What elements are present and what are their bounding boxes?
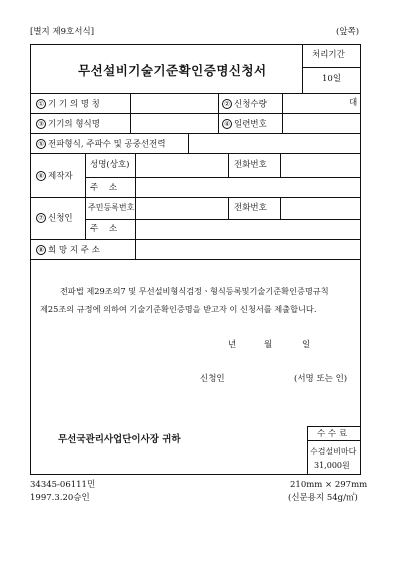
rule-3 [30, 133, 361, 134]
period-rule [302, 67, 361, 68]
num-5: ⑤ [36, 139, 46, 149]
statement-line-2: 제25조의 규정에 의하여 기술기준확인증명을 받고자 이 신청서를 제출합니다. [40, 304, 317, 314]
v-maker [85, 153, 86, 239]
field-emission-label: ⑤ 전파형식, 주파수 및 공중선전력 [36, 139, 166, 149]
form-number: [별지 제9호서식] [30, 27, 95, 37]
rule-7 [30, 259, 361, 260]
statement-line-1: 전파법 제29조의7 및 무선설비형식검정ㆍ형식등록및기술기준확인증명규칙 [60, 286, 329, 296]
addressee: 무선국관리사업단이사장 귀하 [58, 434, 181, 445]
maker-address-label: 주 소 [90, 183, 122, 193]
num-4: ④ [222, 119, 232, 129]
field-model-label: ③ 기기의 형식명 [36, 119, 100, 129]
fee-amount: 31,000원 [314, 461, 350, 470]
field-quantity-label: ② 신청수량 [222, 99, 267, 109]
field-device-name-label: ① 기 기 의 명 칭 [36, 99, 100, 109]
period-value: 10일 [322, 74, 342, 84]
quantity-unit: 대 [349, 98, 358, 108]
applicant-id-label: 주민등록번호 [88, 203, 135, 212]
v-phone2 [228, 197, 229, 219]
date-year: 년 [228, 340, 237, 350]
rule-5a [85, 177, 361, 178]
period-label: 처리기간 [312, 50, 345, 60]
date-day: 일 [302, 340, 311, 350]
field-serial-label: ④ 일련번호 [222, 119, 267, 129]
v-r12 [130, 93, 131, 133]
v-mid-r12 [218, 93, 219, 133]
applicant-phone-label: 전화번호 [234, 203, 267, 213]
num-2: ② [222, 99, 232, 109]
fee-rule [307, 440, 361, 441]
rule-4 [30, 153, 361, 154]
date-month: 월 [264, 340, 273, 350]
num-1: ① [36, 99, 46, 109]
form-code: 34345-06111민 [30, 480, 96, 490]
field-maker-label: ⑥ 제작자 [36, 171, 73, 181]
paper-type: (신문용지 54g/㎡) [288, 493, 358, 503]
fee-title: 수 수 료 [317, 429, 348, 439]
period-divider [302, 44, 303, 93]
v-phone1 [228, 153, 229, 177]
rule-2 [30, 113, 361, 114]
num-7: ⑦ [36, 213, 46, 223]
v-r12-right [282, 93, 283, 133]
rule-5 [30, 197, 361, 198]
page-side: (앞쪽) [336, 27, 360, 37]
num-8: ⑧ [36, 245, 46, 255]
fee-per: 수검설비마다 [310, 447, 357, 456]
applicant-sign-label: 신청인 [200, 374, 225, 384]
rule-6 [30, 239, 361, 240]
signature-note: (서명 또는 인) [294, 374, 348, 384]
num-3: ③ [36, 119, 46, 129]
applicant-address-label: 주 소 [90, 224, 122, 234]
field-applicant-label: ⑦ 신청인 [36, 213, 73, 223]
v-sub [135, 153, 136, 259]
v-phone1b [280, 153, 281, 177]
v-phone2b [280, 197, 281, 219]
rule-1 [30, 93, 361, 94]
num-6: ⑥ [36, 171, 46, 181]
field-desired-address-label: ⑧ 희 망 지 주 소 [36, 245, 100, 255]
maker-name-label: 성명(상호) [90, 160, 130, 170]
rule-6a [85, 219, 361, 220]
form-title: 무선설비기술기준확인증명신청서 [78, 63, 267, 78]
maker-phone-label: 전화번호 [234, 160, 267, 170]
approval-date: 1997.3.20승인 [30, 493, 90, 503]
v-r5 [188, 133, 189, 153]
paper-size: 210mm × 297mm [290, 480, 368, 490]
